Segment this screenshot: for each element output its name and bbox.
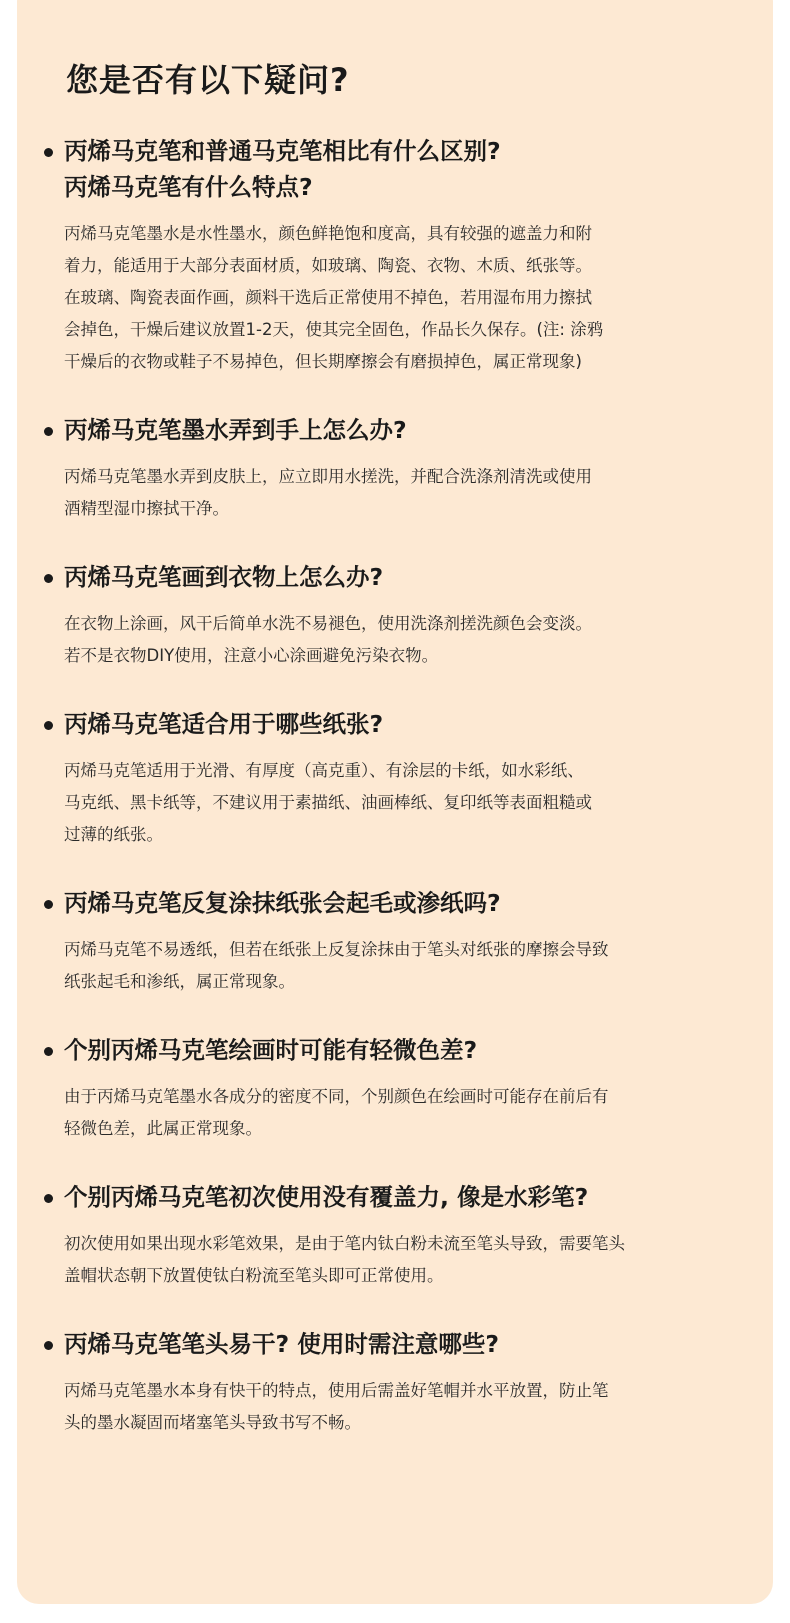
faq-answer [64,608,740,672]
answer-line: 着力，能适用于大部分表面材质，如玻璃、陶瓷、衣物、木质、纸张等。 [64,256,592,275]
answer-line: 丙烯马克笔不易透纸，但若在纸张上反复涂抹由于笔头对纸张的摩擦会导致 [64,940,609,959]
answer-line: 轻微色差，此属正常现象。 [64,1119,262,1138]
answer-line: 盖帽状态朝下放置使钛白粉流至笔头即可正常使用。 [64,1266,444,1285]
answer-line: 丙烯马克笔墨水弄到皮肤上，应立即用水搓洗，并配合洗涤剂清洗或使用 [64,467,592,486]
faq-answer [64,1375,740,1439]
faq-item [40,706,740,851]
question-line: 丙烯马克笔和普通马克笔相比有什么区别? [64,137,501,165]
faq-list [40,133,740,1473]
faq-question [64,1179,740,1215]
answer-line: 马克纸、黑卡纸等，不建议用于素描纸、油画棒纸、复印纸等表面粗糙或 [64,793,592,812]
bullet-dot-icon [44,721,53,730]
bullet-dot-icon [44,148,53,157]
faq-item [40,133,740,378]
question-line: 个别丙烯马克笔初次使用没有覆盖力, 像是水彩笔? [64,1183,589,1211]
answer-line: 初次使用如果出现水彩笔效果，是由于笔内钛白粉未流至笔头导致，需要笔头 [64,1234,625,1253]
question-line: 个别丙烯马克笔绘画时可能有轻微色差? [64,1036,478,1064]
faq-question [64,559,740,595]
faq-answer [64,218,740,378]
faq-question [64,1326,740,1362]
question-line: 丙烯马克笔适合用于哪些纸张? [64,710,384,738]
question-line: 丙烯马克笔画到衣物上怎么办? [64,563,384,591]
answer-line: 干燥后的衣物或鞋子不易掉色，但长期摩擦会有磨损掉色，属正常现象) [64,352,582,371]
faq-answer [64,461,740,525]
faq-item [40,559,740,672]
answer-line: 在衣物上涂画，风干后简单水洗不易褪色，使用洗涤剂搓洗颜色会变淡。 [64,614,592,633]
bullet-dot-icon [44,427,53,436]
bullet-dot-icon [44,1194,53,1203]
bullet-dot-icon [44,900,53,909]
faq-answer [64,934,740,998]
answer-line: 丙烯马克笔墨水本身有快干的特点，使用后需盖好笔帽并水平放置，防止笔 [64,1381,609,1400]
question-line: 丙烯马克笔有什么特点? [64,173,313,201]
bullet-dot-icon [44,574,53,583]
answer-line: 若不是衣物DIY使用，注意小心涂画避免污染衣物。 [64,646,439,665]
faq-item [40,1179,740,1292]
answer-line: 会掉色，干燥后建议放置1-2天，使其完全固色，作品长久保存。(注: 涂鸦 [64,320,604,339]
faq-question [64,412,740,448]
answer-line: 酒精型湿巾擦拭干净。 [64,499,229,518]
answer-line: 纸张起毛和渗纸，属正常现象。 [64,972,295,991]
question-line: 丙烯马克笔反复涂抹纸张会起毛或渗纸吗? [64,889,501,917]
bullet-dot-icon [44,1047,53,1056]
answer-line: 丙烯马克笔适用于光滑、有厚度（高克重）、有涂层的卡纸，如水彩纸、 [64,761,584,780]
faq-item [40,412,740,525]
faq-item [40,885,740,998]
faq-item [40,1326,740,1439]
question-line: 丙烯马克笔笔头易干? 使用时需注意哪些? [64,1330,499,1358]
page-title: 您是否有以下疑问? [66,61,350,99]
faq-answer [64,1081,740,1145]
faq-question [64,885,740,921]
bullet-dot-icon [44,1341,53,1350]
faq-answer [64,1228,740,1292]
faq-question [64,706,740,742]
faq-question [64,1032,740,1068]
faq-answer [64,755,740,851]
answer-line: 丙烯马克笔墨水是水性墨水，颜色鲜艳饱和度高，具有较强的遮盖力和附 [64,224,592,243]
question-line: 丙烯马克笔墨水弄到手上怎么办? [64,416,407,444]
answer-line: 过薄的纸张。 [64,825,163,844]
answer-line: 由于丙烯马克笔墨水各成分的密度不同，个别颜色在绘画时可能存在前后有 [64,1087,609,1106]
faq-item [40,1032,740,1145]
answer-line: 头的墨水凝固而堵塞笔头导致书写不畅。 [64,1413,361,1432]
answer-line: 在玻璃、陶瓷表面作画，颜料干选后正常使用不掉色，若用湿布用力擦拭 [64,288,592,307]
faq-question [64,133,740,205]
